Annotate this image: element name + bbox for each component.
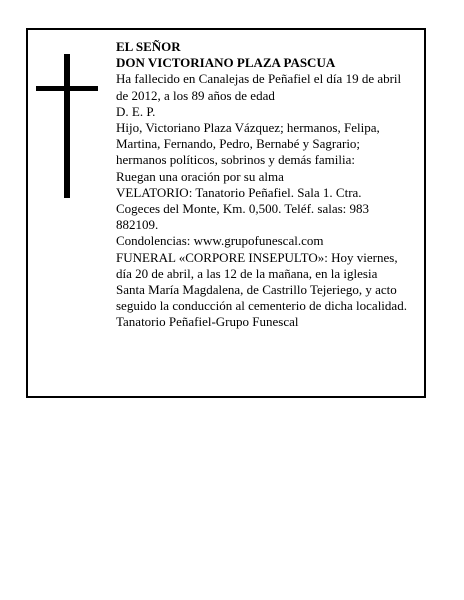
funeral-info-line: FUNERAL «CORPORE INSEPULTO»: Hoy viernes, <box>116 249 398 265</box>
death-info-line: Ha fallecido en Canalejas de Peñafiel el día 19 de abril <box>116 71 402 87</box>
obituary-text <box>116 39 426 331</box>
funeral-home-signature: Tanatorio Peñafiel-Grupo Funescal <box>116 314 299 330</box>
rip-line: D. E. P. <box>116 103 156 119</box>
family-line: Hijo, Victoriano Plaza Vázquez; hermanos, Felipa, <box>116 120 380 136</box>
funeral-info-line: seguido la conducción al cementerio de dicha localidad. <box>116 298 407 314</box>
funeral-info-line: Santa María Magdalena, de Castrillo Tejeriego, y acto <box>116 282 397 298</box>
family-line: hermanos políticos, sobrinos y demás familia: <box>116 152 356 168</box>
condolences-line: Condolencias: www.grupofunescal.com <box>116 233 324 249</box>
wake-info-line: Cogeces del Monte, Km. 0,500. Teléf. salas: 983 <box>116 201 370 217</box>
funeral-info-line: día 20 de abril, a las 12 de la mañana, en la iglesia <box>116 265 378 281</box>
death-info-line: de 2012, a los 89 años de edad <box>116 87 275 103</box>
cross-vertical-bar <box>64 54 70 198</box>
family-line: Martina, Fernando, Pedro, Bernabé y Sagrario; <box>116 136 361 152</box>
wake-info-line: 882109. <box>116 217 159 233</box>
prayer-request: Ruegan una oración por su alma <box>116 168 284 184</box>
cross-horizontal-bar <box>36 86 98 91</box>
cross-icon <box>36 54 98 198</box>
deceased-name: DON VICTORIANO PLAZA PASCUA <box>116 55 336 71</box>
deceased-title: EL SEÑOR <box>116 39 181 54</box>
wake-info-line: VELATORIO: Tanatorio Peñafiel. Sala 1. Ctra. <box>116 184 362 200</box>
